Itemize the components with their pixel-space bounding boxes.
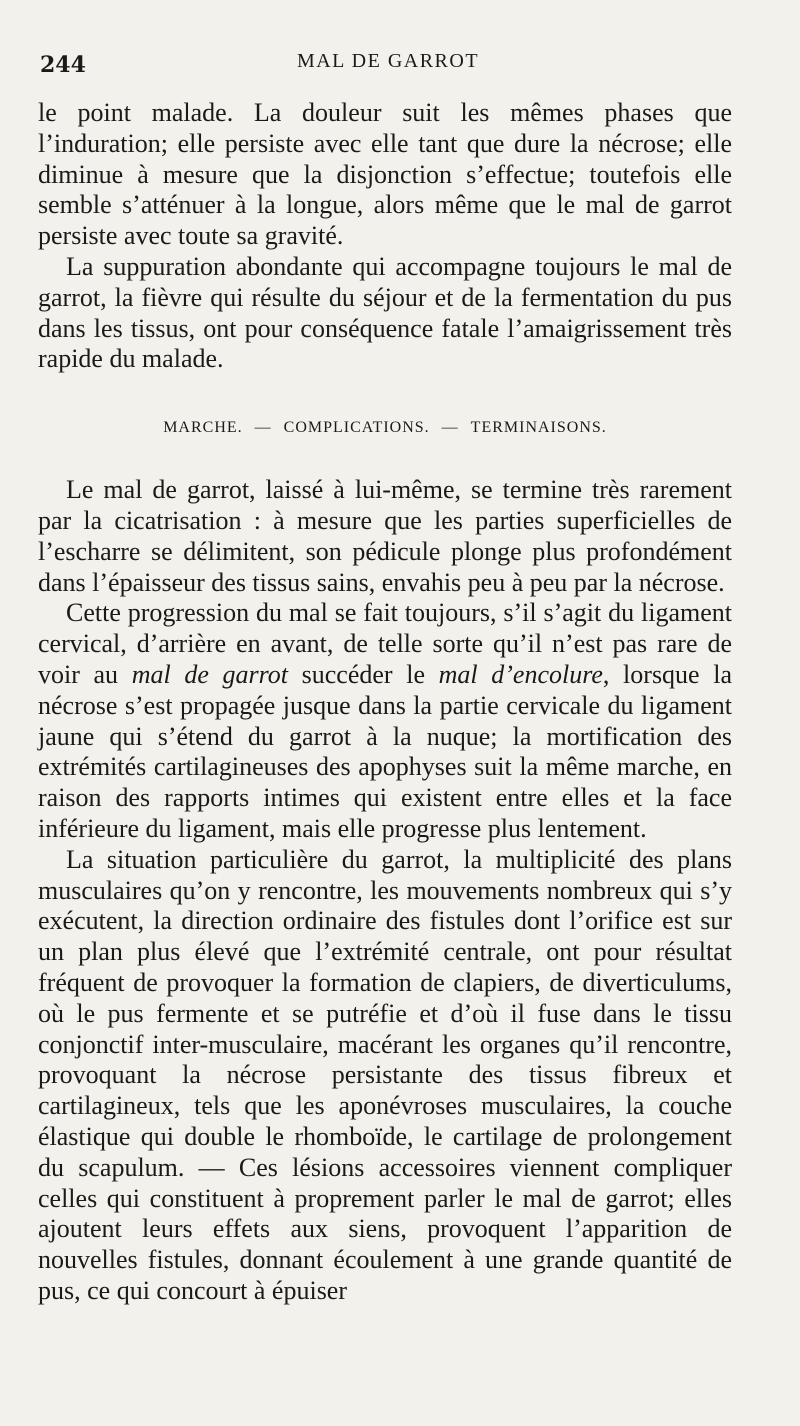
p4-italic-mal-d-encolure: mal d’encolure [438,659,603,689]
running-title: MAL DE GARROT [296,50,480,72]
p4-italic-mal-de-garrot: mal de garrot [131,659,289,689]
page-number: 244 [40,52,86,78]
heading-terminaisons: TERMINAISONS. [470,419,607,437]
page-header [38,44,738,80]
paragraph-5: La situation particulière du garrot, la multiplicité des plans musculaires qu’on y rencontre, les mouvements nombreux qui s’y exécutent, la direction ordinaire des fistules dont l’orifice est sur un plan plus élevé que l’extrémité centrale, ont pour résultat fréquent de provoquer la formation de clapiers, de diverticulums, où le pus fermente et se putréfie et d’où il fuse dans le tissu conjonctif inter-musculaire, macérant les organes qu’il rencontre, provoquant la nécrose persistante des tissus fibreux et cartilagineux, tels que les aponévroses musculaires, la couche élastique qui double le rhomboïde, le cartilage de prolongement du scapulum. — Ces lésions accessoires viennent compliquer celles qui constituent à proprement parler le mal de garrot; elles ajoutent leurs effets aux siens, provoquent l’apparition de nouvelles fistules, donnant écoulement à une grande quantité de pus, ce qui concourt à épuiser [38,844,732,1305]
paragraph-3: Le mal de garrot, laissé à lui-même, se termine très rarement par la cicatrisation : à mesure que les parties superficielles de l’escharre se délimitent, son pédicule plonge plus profondément dans l’épaisseur des tissus sains, envahis peu à peu par la nécrose. [38,475,732,597]
p4-text-c: , lorsque la nécrose s’est propagée jusque dans la partie cervicale du ligament jaune qui s’étend du garrot à la nuque; la mortification des extrémités cartilagineuses des apophyses suit la même marche, en raison des rapports intimes qui existent entre elles et la face inférieure du ligament, mais elle progresse plus lentement. [38,659,732,843]
heading-dash-1: — [254,419,272,437]
heading-complications: COMPLICATIONS. [283,419,430,437]
p4-text-b: succéder le [288,659,439,689]
section-heading [38,417,732,439]
paragraph-4 [38,598,732,844]
heading-dash-2: — [441,419,459,437]
paragraph-2: La suppuration abondante qui accompagne toujours le mal de garrot, la fièvre qui résulte du séjour et de la fermentation du pus dans les tissus, ont pour conséquence fatale l’amaigrissement très rapide du malade. [38,251,732,374]
p4-text-a: Cette progression du mal se fait toujours, s’il s’agit du ligament cervical, d’arrière en avant, de telle sorte qu’il n’est pas rare de voir au [38,598,732,689]
paragraph-1: le point malade. La douleur suit les mêmes phases que l’induration; elle persiste avec elle tant que dure la nécrose; elle diminue à mesure que la disjonction s’effectue; toutefois elle semble s’atténuer à la longue, alors même que le mal de garrot persiste avec toute sa gravité. [38,98,732,251]
heading-marche: MARCHE. [163,419,243,437]
body-text [38,98,732,1307]
